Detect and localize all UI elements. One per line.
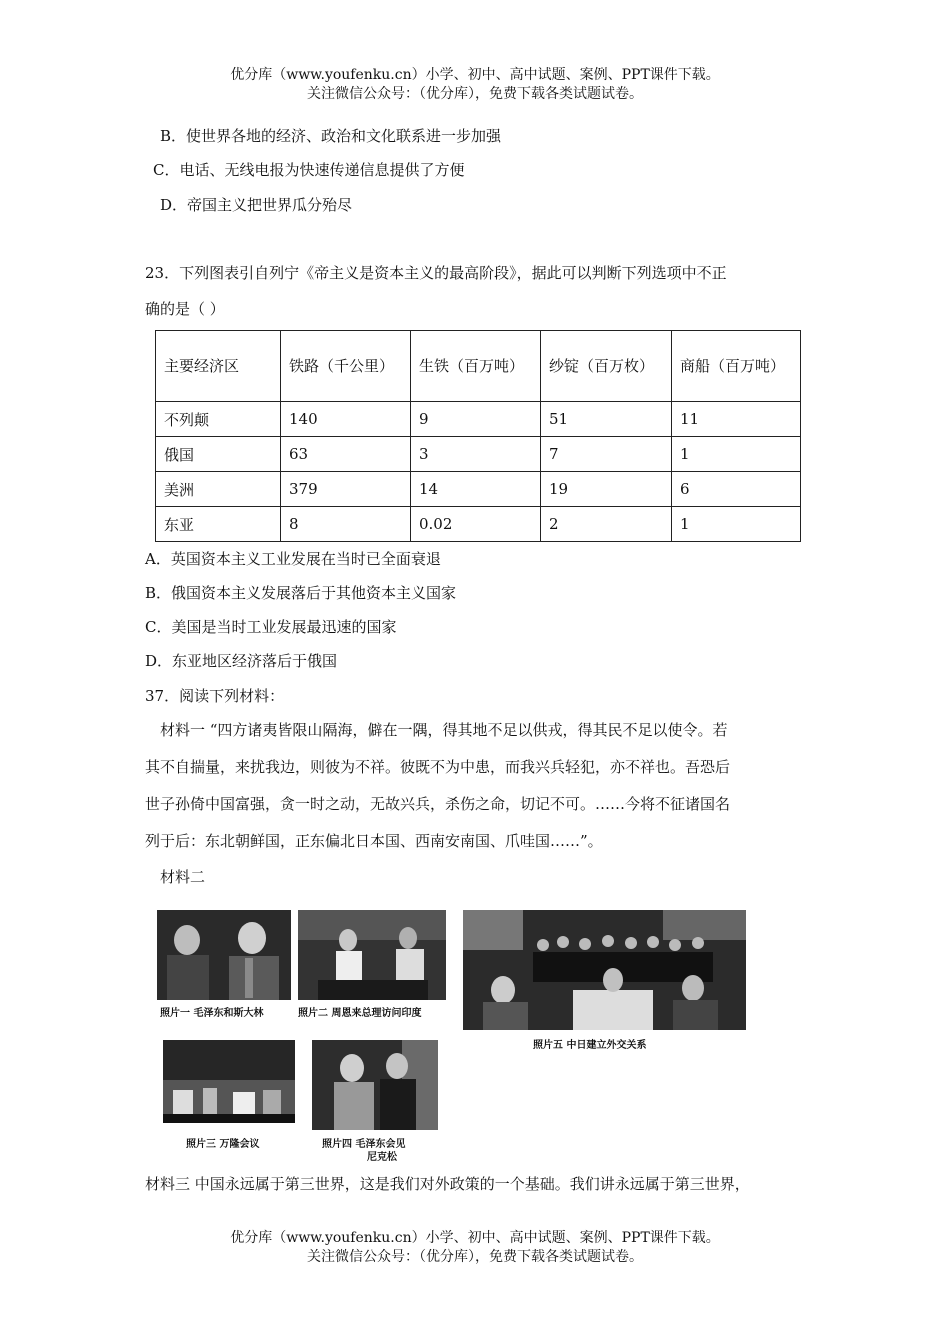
table-cell: 6 [672, 472, 801, 507]
table-cell: 14 [411, 472, 541, 507]
material1-line2: 其不自揣量，来扰我边，则彼为不祥。彼既不为中患，而我兴兵轻犯，亦不祥也。吾恐后 [145, 758, 731, 776]
table-header-cell: 生铁（百万吨） [411, 331, 541, 402]
q23-option-c: C．美国是当时工业发展最迅速的国家 [145, 618, 397, 636]
table-cell: 东亚 [156, 507, 281, 542]
q23-option-a: A．英国资本主义工业发展在当时已全面衰退 [145, 550, 441, 568]
table-row [156, 472, 801, 507]
photo-bandung-image [163, 1040, 295, 1123]
table-cell: 俄国 [156, 437, 281, 472]
q22-option-d: D．帝国主义把世界瓜分殆尽 [160, 196, 353, 214]
material1-line3: 世子孙倚中国富强，贪一时之动，无故兴兵，杀伤之命，切记不可。……今将不征诸国名 [145, 795, 731, 813]
q23-stem-line1: 23．下列图表引自列宁《帝主义是资本主义的最高阶段》，据此可以判断下列选项中不正 [145, 264, 727, 282]
table-cell: 0.02 [411, 507, 541, 542]
photo-mao-stalin [157, 910, 291, 1000]
q22-option-c: C．电话、无线电报为快速传递信息提供了方便 [153, 161, 465, 179]
photo1-caption: 照片一 毛泽东和斯大林 [160, 1008, 264, 1019]
photo3-caption: 照片三 万隆会议 [186, 1139, 260, 1150]
table-cell: 2 [541, 507, 672, 542]
material2-label: 材料二 [160, 868, 206, 886]
table-header-cell: 纱锭（百万枚） [541, 331, 672, 402]
q23-option-b: B．俄国资本主义发展落后于其他资本主义国家 [145, 584, 457, 602]
photo-mao-nixon [312, 1040, 438, 1130]
photo-mao-nixon-image [312, 1040, 438, 1130]
photo-mao-stalin-image [157, 910, 291, 1000]
table-cell: 美洲 [156, 472, 281, 507]
photo-china-japan-image [463, 910, 746, 1030]
table-cell: 63 [281, 437, 411, 472]
table-cell: 19 [541, 472, 672, 507]
table-cell: 1 [672, 437, 801, 472]
material3-line1: 材料三 中国永远属于第三世界，这是我们对外政策的一个基础。我们讲永远属于第三世界， [145, 1175, 750, 1193]
material1-line1: 材料一 “四方诸夷皆限山隔海，僻在一隅，得其地不足以供戎，得其民不足以使令。若 [160, 721, 728, 739]
table-cell: 9 [411, 402, 541, 437]
table-row [156, 437, 801, 472]
table-header-row [156, 331, 801, 402]
page-header-line1: 优分库（www.youfenku.cn）小学、初中、高中试题、案例、PPT课件下载。 [230, 67, 720, 83]
material1-line4: 列于后：东北朝鲜国，正东偏北日本国、西南安南国、爪哇国……”。 [145, 832, 603, 850]
table-cell: 379 [281, 472, 411, 507]
economy-table [155, 330, 801, 542]
photo-bandung [163, 1040, 295, 1123]
q23-option-d: D．东亚地区经济落后于俄国 [145, 652, 338, 670]
page-footer-line1: 优分库（www.youfenku.cn）小学、初中、高中试题、案例、PPT课件下载。 [230, 1230, 720, 1246]
table-cell: 3 [411, 437, 541, 472]
table-cell: 11 [672, 402, 801, 437]
table-header-cell: 商船（百万吨） [672, 331, 801, 402]
photo-zhou-india-image [298, 910, 446, 1000]
table-cell: 不列颠 [156, 402, 281, 437]
page-header-line2: 关注微信公众号：（优分库），免费下载各类试题试卷。 [307, 86, 643, 102]
table-cell: 8 [281, 507, 411, 542]
photo-china-japan [463, 910, 746, 1030]
table-header-cell: 主要经济区 [156, 331, 281, 402]
table-cell: 7 [541, 437, 672, 472]
q37-stem: 37．阅读下列材料： [145, 687, 285, 705]
table-cell: 1 [672, 507, 801, 542]
table-row [156, 402, 801, 437]
table-cell: 51 [541, 402, 672, 437]
q22-option-b: B．使世界各地的经济、政治和文化联系进一步加强 [160, 127, 502, 145]
photo4-caption-line1: 照片四 毛泽东会见 [322, 1139, 406, 1150]
table-cell: 140 [281, 402, 411, 437]
table-header-cell: 铁路（千公里） [281, 331, 411, 402]
photo4-caption-line2: 尼克松 [367, 1152, 397, 1163]
table-row [156, 507, 801, 542]
photo2-caption: 照片二 周恩来总理访问印度 [298, 1008, 422, 1019]
q23-stem-line2: 确的是（ ） [145, 300, 225, 318]
page-footer-line2: 关注微信公众号：（优分库），免费下载各类试题试卷。 [307, 1249, 643, 1265]
photo-zhou-india [298, 910, 446, 1000]
photo5-caption: 照片五 中日建立外交关系 [533, 1040, 647, 1051]
